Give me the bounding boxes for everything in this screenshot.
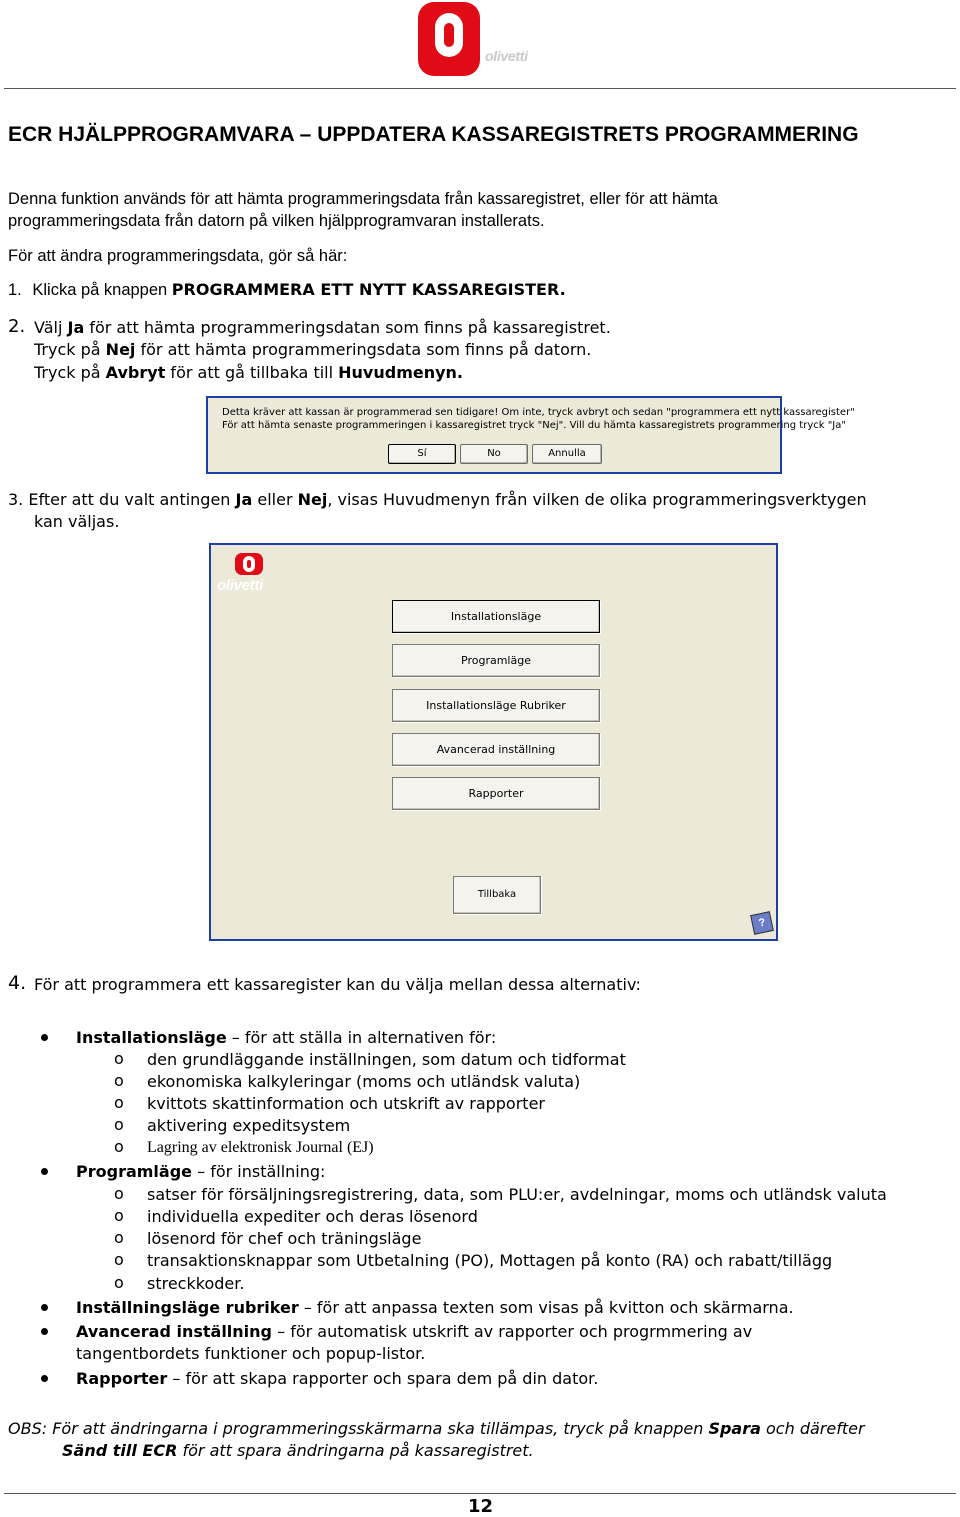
menu-logo-wordmark: olivetti [217,577,263,594]
prog-sub-1: satser för försäljningsregistrering, data, som PLU:er, avdelningar, moms och utländsk valuta [147,1185,887,1204]
intro-line-2: programmeringsdata från datorn på vilken hjälpprogramvaran installerats. [8,212,545,230]
install-sub-1: den grundläggande inställningen, som datum och tidformat [147,1050,626,1069]
step-1-button-name: PROGRAMMERA ETT NYTT KASSAREGISTER. [171,280,566,299]
option-avancerad: Avancerad inställning – för automatisk utskrift av rapporter och progrmmering av [76,1322,753,1341]
step-1 [8,279,566,301]
sub-marker: o [114,1273,124,1292]
installationslage-rubriker-button[interactable]: Installationsläge Rubriker [392,689,600,722]
step-2-line-1: Välj Ja för att hämta programmeringsdatan som finns på kassaregistret. [34,318,611,337]
installationslage-button[interactable]: Installationsläge [392,600,600,633]
step-2-line-3: Tryck på Avbryt för att gå tillbaka till Huvudmenyn. [34,363,464,382]
option-rubriker: Inställningsläge rubriker – för att anpassa texten som visas på kvitton och skärmarna. [76,1298,794,1317]
sub-marker: o [114,1250,124,1269]
step-1-num: 1. [8,281,22,299]
intro-line-1: Denna funktion används för att hämta programmeringsdata från kassaregistret, eller för att hämta [8,190,718,208]
install-sub-5: Lagring av elektronisk Journal (EJ) [147,1139,374,1156]
bullet-icon [41,1168,48,1175]
step-3-line-2: kan väljas. [34,512,120,531]
sub-marker: o [114,1093,124,1112]
option-avancerad-line-2: tangentbordets funktioner och popup-listor. [76,1344,426,1363]
option-rapporter: Rapporter – för att skapa rapporter och spara dem på din dator. [76,1369,599,1388]
confirm-dialog [206,396,855,474]
bullet-icon [41,1328,48,1335]
olivetti-logo-small [235,553,263,575]
step-4-num: 4. [8,972,27,994]
prog-sub-3: lösenord för chef och träningsläge [147,1229,422,1248]
bullet-icon [41,1375,48,1382]
bullet-icon [41,1304,48,1311]
obs-line-1: OBS: För att ändringarna i programmeringsskärmarna ska tillämpas, tryck på knappen Spara och därefter [8,1419,865,1438]
prog-sub-5: streckkoder. [147,1274,245,1293]
main-menu-window [209,543,778,941]
bullet-icon [41,1034,48,1041]
step-1-text: Klicka på knappen [32,281,172,299]
programlage-button[interactable]: Programläge [392,644,600,677]
sub-marker: o [114,1228,124,1247]
sub-marker: o [114,1184,124,1203]
footer-rule [4,1493,956,1494]
option-installationslage: Installationsläge – för att ställa in alternativen för: [76,1028,497,1047]
header-rule [4,88,956,89]
page-title: ECR HJÄLPPROGRAMVARA – UPPDATERA KASSAREGISTRETS PROGRAMMERING [8,123,859,146]
option-programlage: Programläge – för inställning: [76,1162,326,1181]
olivetti-logo [418,2,480,76]
sub-marker: o [114,1071,124,1090]
install-sub-3: kvittots skattinformation och utskrift av rapporter [147,1094,545,1113]
step-2-line-2: Tryck på Nej för att hämta programmeringsdata som finns på datorn. [34,340,592,359]
avancerad-installning-button[interactable]: Avancerad inställning [392,733,600,766]
cancel-button[interactable]: Annulla [532,444,602,464]
obs-line-2: Sänd till ECR för att spara ändringarna på kassaregistret. [62,1441,534,1460]
sub-marker: o [114,1049,124,1068]
page-number: 12 [468,1496,494,1517]
install-sub-4: aktivering expeditsystem [147,1116,351,1135]
logo-wordmark: olivetti [485,48,528,64]
rapporter-button[interactable]: Rapporter [392,777,600,810]
sub-marker: o [114,1206,124,1225]
sub-marker: o [114,1115,124,1134]
yes-button[interactable]: Sí [388,444,456,464]
no-button[interactable]: No [460,444,528,464]
step-2-num: 2. [8,316,26,337]
prog-sub-4: transaktionsknappar som Utbetalning (PO), Mottagen på konto (RA) och rabatt/tillägg [147,1251,833,1270]
prog-sub-2: individuella expediter och deras lösenord [147,1207,478,1226]
howto-text: För att ändra programmeringsdata, gör så här: [8,247,348,265]
back-button[interactable]: Tillbaka [453,876,541,914]
help-icon[interactable]: ? [750,911,774,935]
sub-marker: o [114,1137,124,1156]
step-3-line-1: 3. Efter att du valt antingen Ja eller Nej, visas Huvudmenyn från vilken de olika programmeringsverktygen [8,490,867,509]
step-4-text: För att programmera ett kassaregister kan du välja mellan dessa alternativ: [34,975,641,994]
dialog-message: Detta kräver att kassan är programmerad sen tidigare! Om inte, tryck avbryt och sedan "programmera ett nytt kassaregister" För att hämta senaste programmeringen i kassaregistret tryck "Nej". Vill du hämta kassaregistrets programmering tryck "Ja" [222,407,855,431]
install-sub-2: ekonomiska kalkyleringar (moms och utländsk valuta) [147,1072,581,1091]
